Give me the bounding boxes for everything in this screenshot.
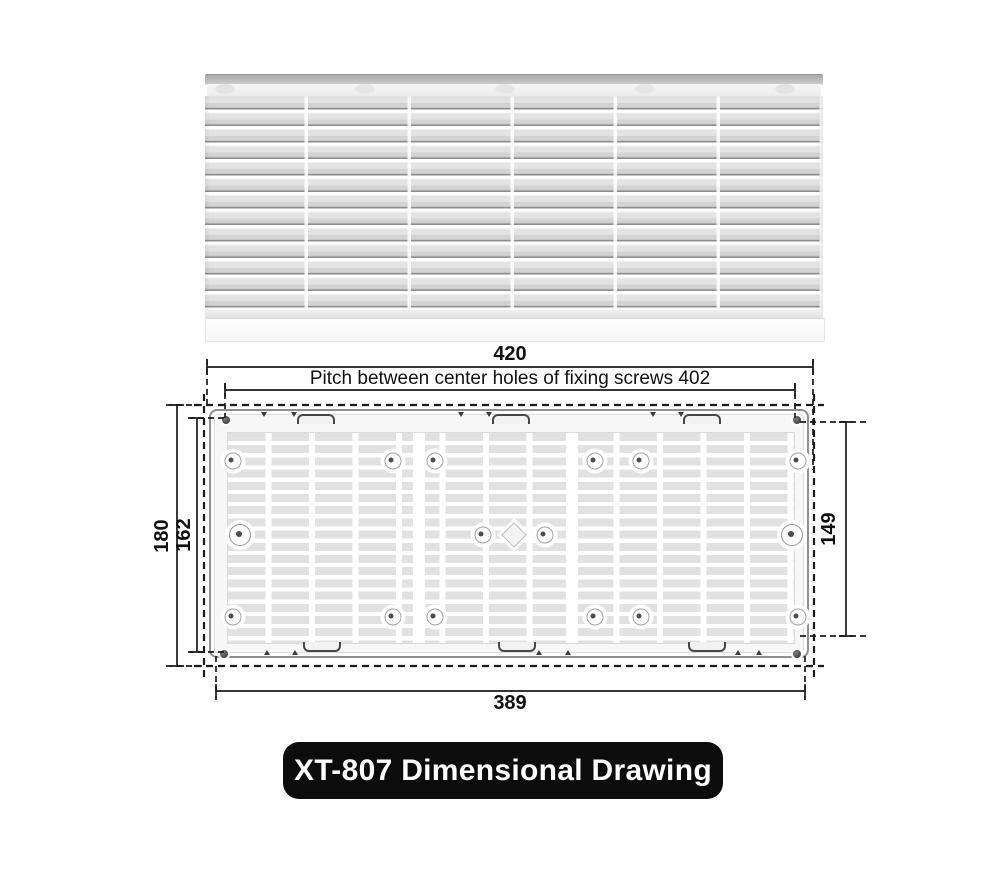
mounting-clip [297,414,335,424]
alignment-notch [458,412,464,417]
dim-frame-width: 389 [493,692,527,714]
title-badge-text: XT-807 Dimensional Drawing [294,753,712,787]
screw-boss [475,527,492,544]
alignment-notch [678,412,684,417]
screw-boss [587,453,604,470]
screw-boss [790,453,807,470]
mounting-clip [688,642,726,652]
dim-screw-pitch-note: Pitch between center holes of fixing screws 402 [309,368,711,389]
title-badge [283,742,723,799]
screw-boss [633,453,650,470]
dim-right-height: 149 [818,512,840,546]
alignment-notch [261,412,267,417]
grille-rear-view [209,409,809,658]
mounting-clip [492,414,530,424]
screw-boss [790,609,807,626]
alignment-notch [536,650,542,655]
fixing-screw-bottom-right [793,650,801,658]
alignment-notch [292,650,298,655]
screw-boss [427,609,444,626]
grille-hinge-bumps [207,84,821,96]
alignment-notch [291,412,297,417]
grille-lower-slat [205,311,823,318]
grille-front-render [205,74,823,340]
grille-louver-slats [205,96,823,311]
alignment-notch [486,412,492,417]
alignment-notch [735,650,741,655]
alignment-notch [264,650,270,655]
screw-boss [225,453,242,470]
screw-boss [229,524,251,546]
screw-boss [587,609,604,626]
alignment-notch [756,650,762,655]
fixing-screw-bottom-left [220,650,228,658]
screw-boss [537,527,554,544]
grille-base-strip [205,318,825,342]
alignment-notch [650,412,656,417]
mounting-clip [303,642,341,652]
screw-boss [427,453,444,470]
dim-frame-height: 162 [173,518,195,552]
mounting-clip [498,642,536,652]
screw-boss [633,609,650,626]
screw-boss [385,609,402,626]
dim-overall-width: 420 [493,343,527,365]
screw-boss [781,524,803,546]
mounting-clip [683,414,721,424]
screw-boss [225,609,242,626]
fixing-screw-top-left [222,416,230,424]
alignment-notch [565,650,571,655]
screw-boss [385,453,402,470]
dim-overall-height: 180 [151,519,173,553]
fixing-screw-top-right [793,416,801,424]
